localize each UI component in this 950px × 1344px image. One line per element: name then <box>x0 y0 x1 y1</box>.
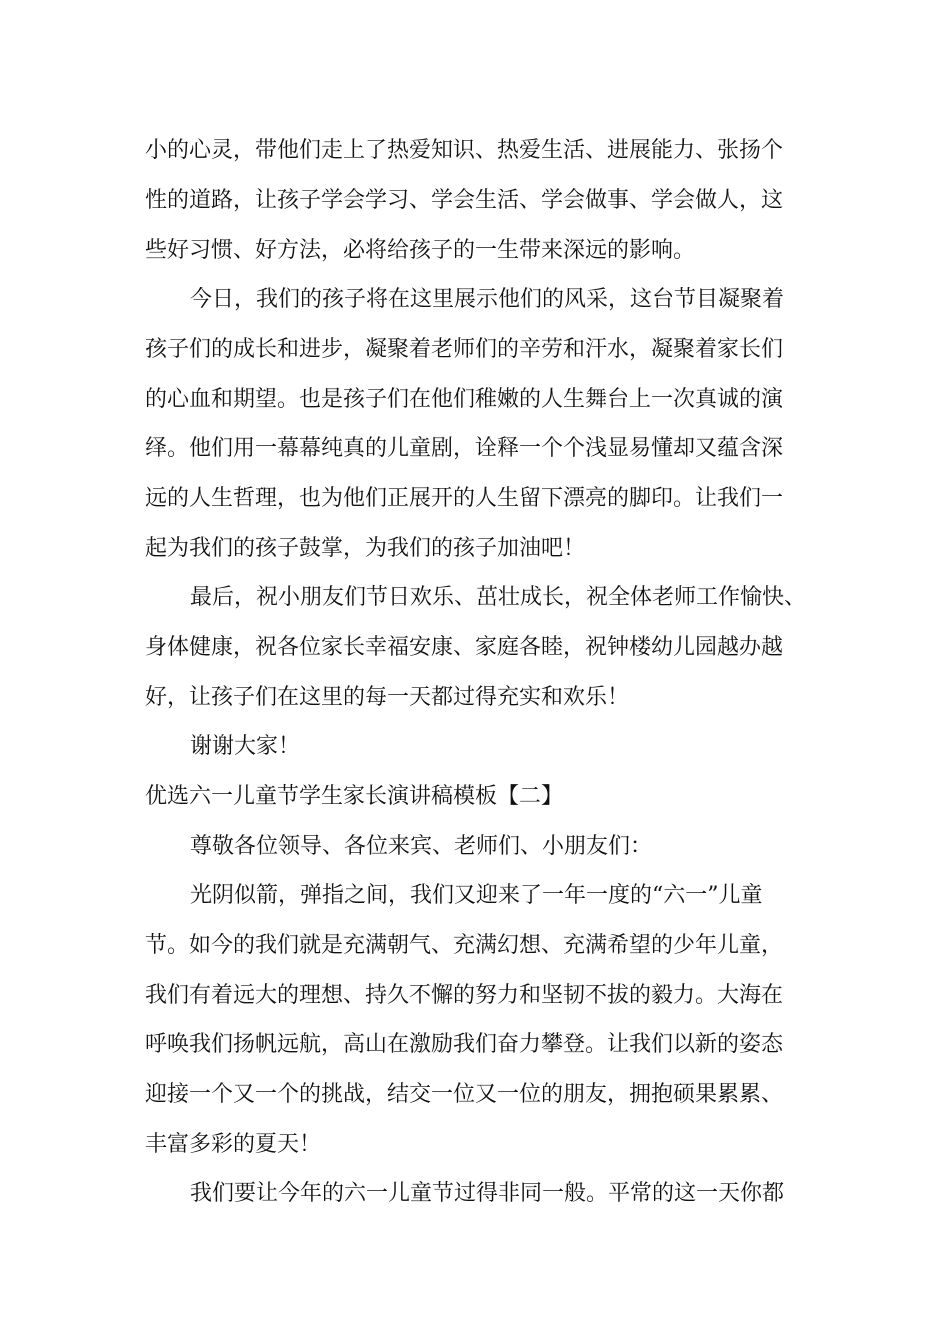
body-text-line: 节。如今的我们就是充满朝气、充满幻想、充满希望的少年儿童， <box>145 933 784 958</box>
closing-line: 谢谢大家！ <box>190 734 301 759</box>
body-text-line: 性的道路，让孩子学会学习、学会生活、学会做事、学会做人，这 <box>145 188 784 213</box>
body-text-line: 迎接一个又一个的挑战，结交一位又一位的朋友，拥抱硕果累累、 <box>145 1082 784 1107</box>
section-heading: 优选六一儿童节学生家长演讲稿模板【二】 <box>145 784 564 809</box>
body-text-line: 远的人生哲理，也为他们正展开的人生留下漂亮的脚印。让我们一 <box>145 486 784 511</box>
paragraph-start-line: 我们要让今年的六一儿童节过得非同一般。平常的这一天你都 <box>190 1181 785 1206</box>
body-text-line: 好，让孩子们在这里的每一天都过得充实和欢乐！ <box>145 685 630 710</box>
paragraph-start-line: 光阴似箭，弹指之间，我们又迎来了一年一度的“六一”儿童 <box>190 883 763 908</box>
paragraph-start-line: 最后，祝小朋友们节日欢乐、茁壮成长，祝全体老师工作愉快、 <box>190 585 807 610</box>
paragraph-start-line: 今日，我们的孩子将在这里展示他们的风采，这台节目凝聚着 <box>190 287 785 312</box>
body-text-line: 身体健康，祝各位家长幸福安康、家庭各睦，祝钟楼幼儿园越办越 <box>145 635 784 660</box>
salutation-line: 尊敬各位领导、各位来宾、老师们、小朋友们： <box>190 834 653 859</box>
body-text-line: 起为我们的孩子鼓掌，为我们的孩子加油吧！ <box>145 536 586 561</box>
body-text-line: 我们有着远大的理想、持久不懈的努力和坚韧不拔的毅力。大海在 <box>145 983 784 1008</box>
body-text-line: 孩子们的成长和进步，凝聚着老师们的辛劳和汗水，凝聚着家长们 <box>145 337 784 362</box>
body-text-line: 的心血和期望。也是孩子们在他们稚嫩的人生舞台上一次真诚的演 <box>145 387 784 412</box>
body-text-line: 丰富多彩的夏天！ <box>145 1132 322 1157</box>
body-text-line: 呼唤我们扬帆远航，高山在激励我们奋力攀登。让我们以新的姿态 <box>145 1032 784 1057</box>
body-text-line: 小的心灵，带他们走上了热爱知识、热爱生活、进展能力、张扬个 <box>145 138 784 163</box>
body-text-line: 些好习惯、好方法，必将给孩子的一生带来深远的影响。 <box>145 238 696 263</box>
body-text-line: 绎。他们用一幕幕纯真的儿童剧，诠释一个个浅显易懂却又蕴含深 <box>145 436 784 461</box>
